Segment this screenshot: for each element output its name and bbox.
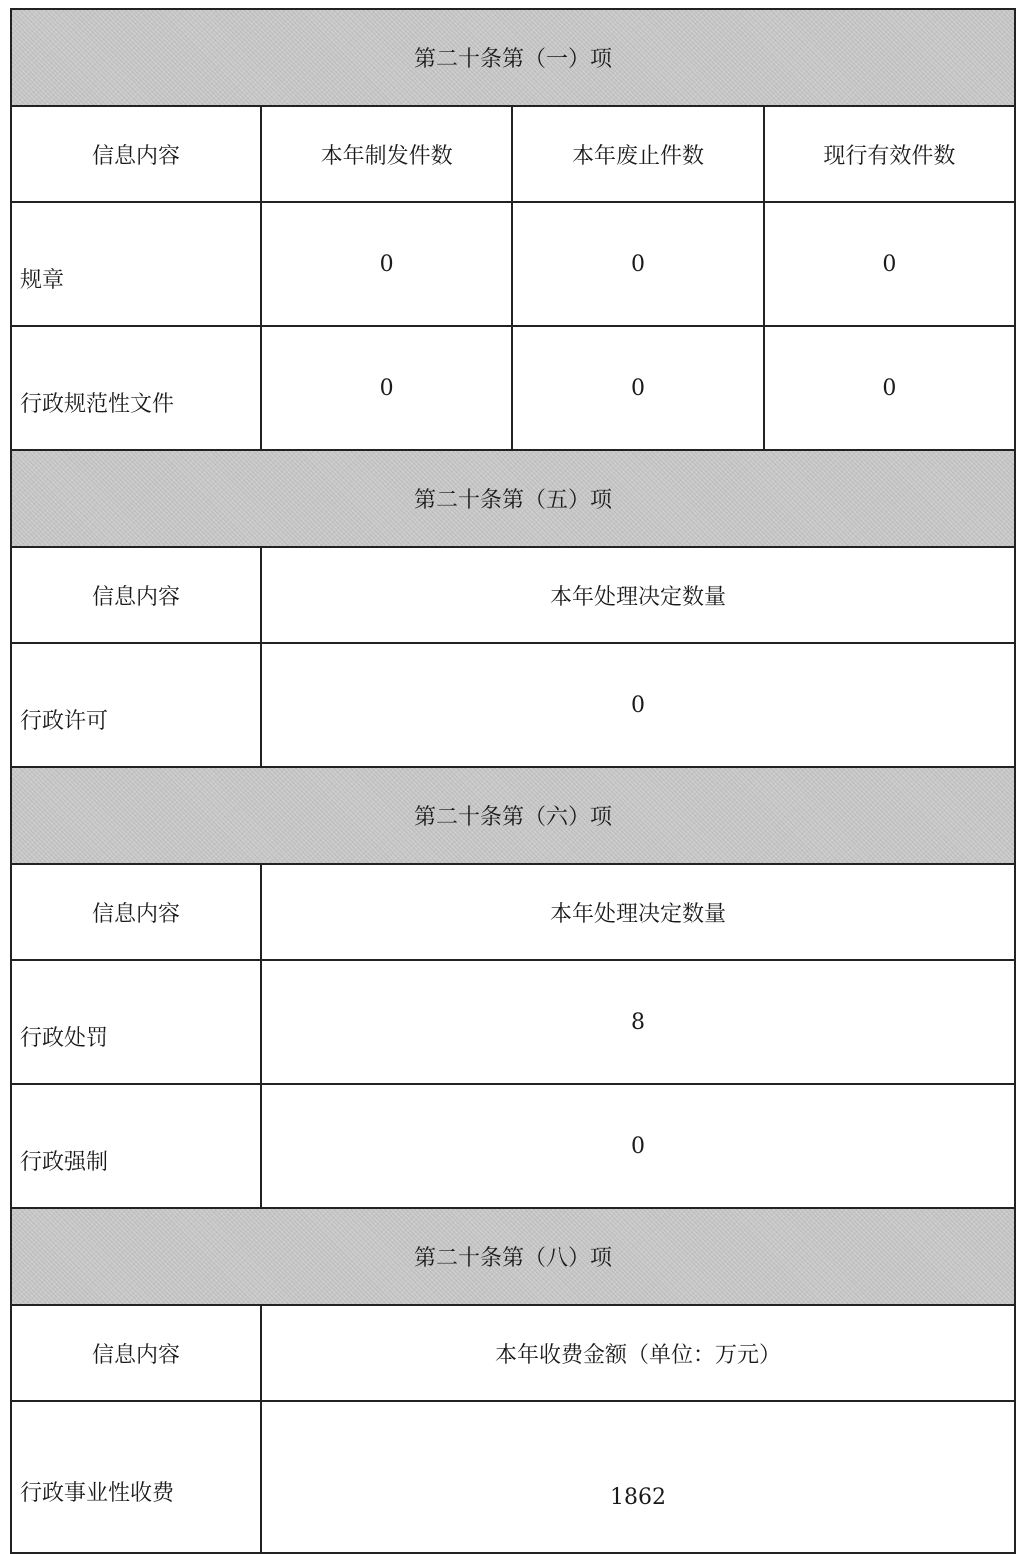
row-label: 行政处罚: [11, 960, 261, 1084]
column-header-row: [11, 864, 1015, 960]
section-title: 第二十条第（八）项: [11, 1208, 1015, 1305]
cell-value: 0: [261, 202, 512, 326]
column-header: 本年处理决定数量: [261, 864, 1015, 960]
cell-value: 0: [261, 643, 1015, 767]
disclosure-table: [10, 8, 1016, 1554]
cell-value: 1862: [261, 1401, 1015, 1553]
column-header: 本年制发件数: [261, 106, 512, 202]
cell-value: 8: [261, 960, 1015, 1084]
section-header-5: [11, 450, 1015, 547]
column-header: 信息内容: [11, 1305, 261, 1401]
column-header-row: [11, 106, 1015, 202]
section-header-8: [11, 1208, 1015, 1305]
column-header: 现行有效件数: [764, 106, 1015, 202]
row-label: 行政规范性文件: [11, 326, 261, 450]
column-header: 信息内容: [11, 864, 261, 960]
section-header-6: [11, 767, 1015, 864]
row-label: 行政许可: [11, 643, 261, 767]
cell-value: 0: [512, 326, 763, 450]
cell-value: 0: [261, 326, 512, 450]
row-label: 规章: [11, 202, 261, 326]
column-header: 本年收费金额（单位：万元）: [261, 1305, 1015, 1401]
section-title: 第二十条第（一）项: [11, 9, 1015, 106]
cell-value: 0: [512, 202, 763, 326]
cell-value: 0: [764, 326, 1015, 450]
column-header: 信息内容: [11, 106, 261, 202]
column-header: 本年处理决定数量: [261, 547, 1015, 643]
disclosure-document: [10, 8, 1016, 1554]
column-header: 信息内容: [11, 547, 261, 643]
cell-value: 0: [261, 1084, 1015, 1208]
table-row: [11, 326, 1015, 450]
section-title: 第二十条第（五）项: [11, 450, 1015, 547]
column-header-row: [11, 547, 1015, 643]
cell-value: 0: [764, 202, 1015, 326]
section-title: 第二十条第（六）项: [11, 767, 1015, 864]
column-header-row: [11, 1305, 1015, 1401]
section-header-1: [11, 9, 1015, 106]
table-row: [11, 202, 1015, 326]
column-header: 本年废止件数: [512, 106, 763, 202]
row-label: 行政事业性收费: [11, 1401, 261, 1553]
row-label: 行政强制: [11, 1084, 261, 1208]
table-row: [11, 1401, 1015, 1553]
table-row: [11, 1084, 1015, 1208]
table-row: [11, 960, 1015, 1084]
table-row: [11, 643, 1015, 767]
